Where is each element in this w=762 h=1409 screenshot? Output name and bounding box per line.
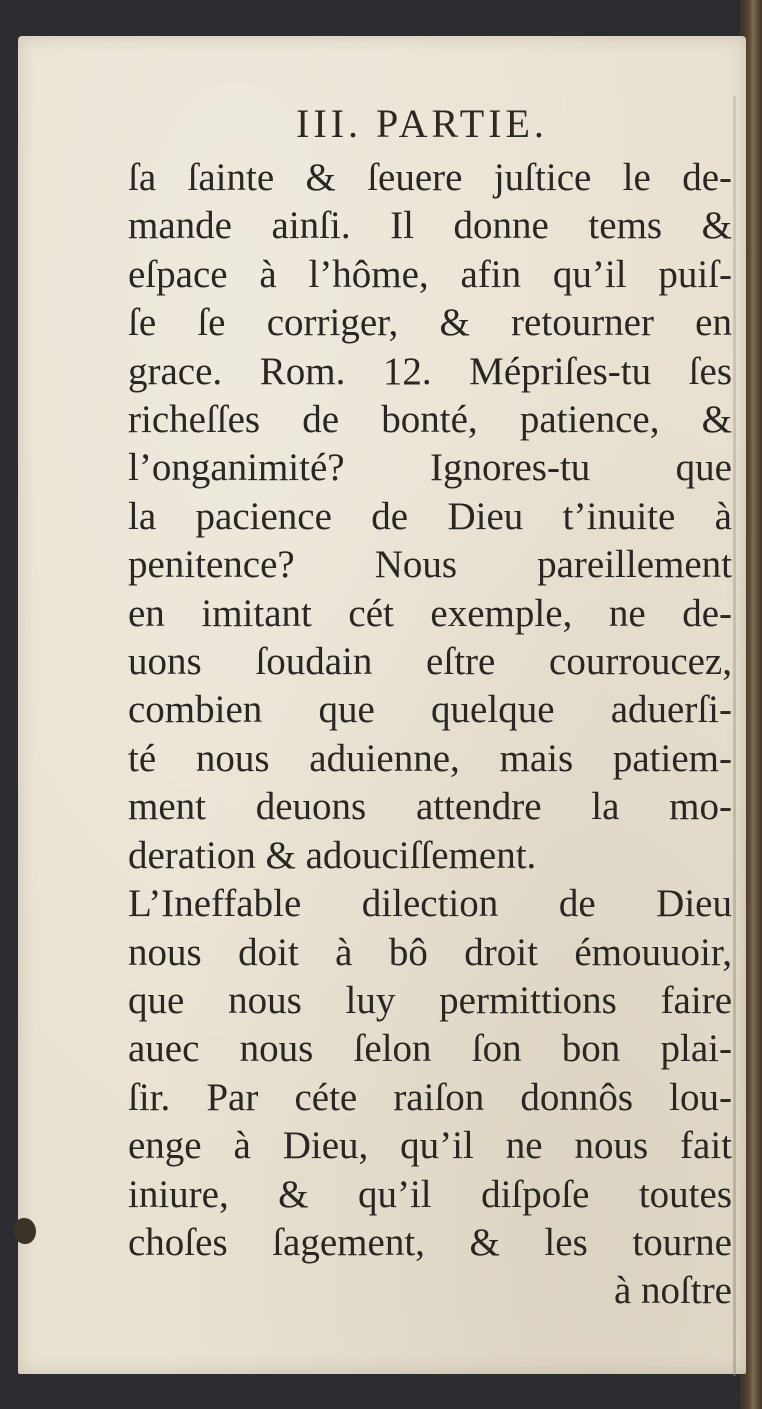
page-edge-shadow [733,96,736,1376]
text-line: L’Ineffable dilection de Dieu [128,882,732,926]
text-line: ment deuons attendre la mo- [128,785,732,829]
catchword: à noſtre [613,1269,732,1313]
text-line: combien que quelque aduerſi- [128,688,732,732]
text-line: la pacience de Dieu t’inuite à [128,494,732,538]
text-line: choſes ſagement, & les tourne [128,1220,732,1264]
text-line: grace. Rom. 12. Mépriſes-tu ſes [128,349,732,393]
text-line: ſa ſainte & ſeuere juſtice le de- [128,156,732,199]
text-line: ſir. Par céte raiſon donnôs lou- [128,1075,732,1119]
text-line: iniure, & qu’il diſpoſe toutes [128,1172,732,1216]
text-line: que nous luy permittions faire [128,978,732,1022]
text-line: mande ainſi. Il donne tems & [128,204,732,248]
text-line: uons ſoudain eſtre courroucez, [128,640,732,684]
text-line: enge à Dieu, qu’il ne nous fait [128,1124,732,1168]
text-line: té nous aduienne, mais patiem- [128,736,732,780]
text-line: nous doit à bô droit émouuoir, [128,930,732,974]
text-line: l’onganimité? Ignores-tu que [128,446,732,490]
text-line: ſe ſe corriger, & retourner en [128,301,732,345]
text-line: eſpace à l’hôme, afin qu’il puiſ- [128,252,732,296]
running-head: III. PARTIE. [296,101,548,146]
text-line: penitence? Nous pareillement [128,543,732,587]
text-line: auec nous ſelon ſon bon plai- [128,1027,732,1071]
book-page [18,36,746,1374]
text-line: richeſſes de bonté, patience, & [128,398,732,442]
text-line: en imitant cét exemple, ne de- [128,591,732,635]
text-line: deration & adouciſſement. [128,833,537,877]
body-text [128,154,732,1316]
ink-blot-mark [14,1218,36,1244]
